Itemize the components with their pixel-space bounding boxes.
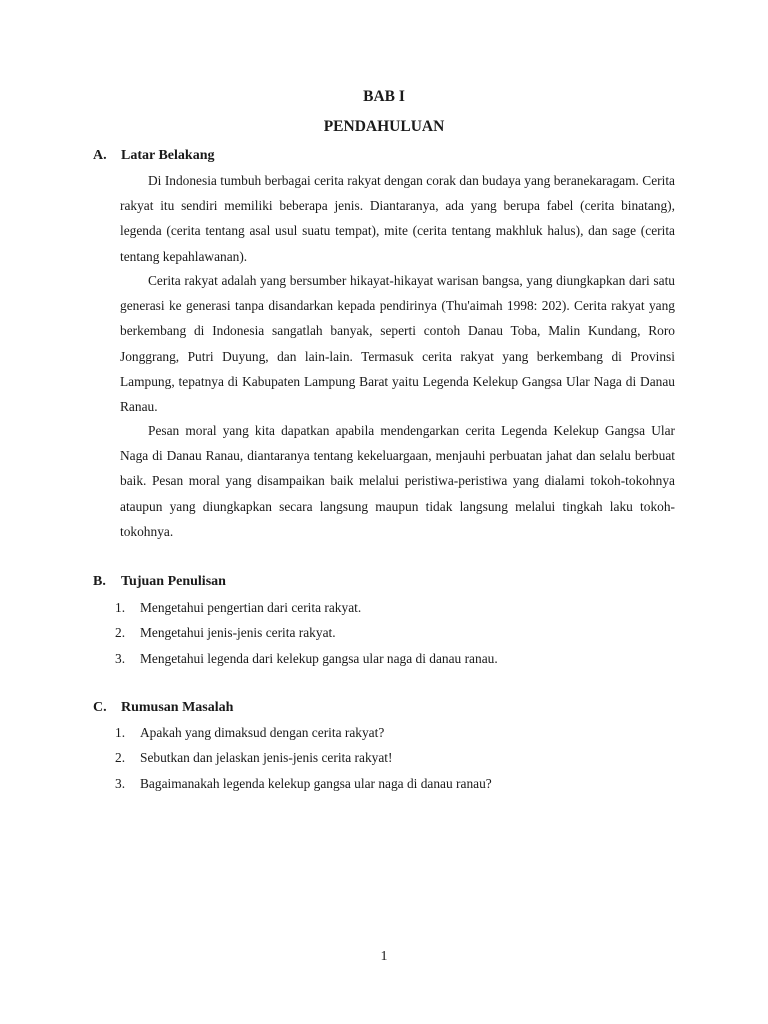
- list-item-number: 3.: [115, 776, 126, 791]
- paragraph-3: Pesan moral yang kita dapatkan apabila mendengarkan cerita Legenda Kelekup Gangsa Ular Naga di Danau Ranau, diantaranya tentang kekeluargaan, menjauhi perbuatan jahat dan selalu berbuat baik. Pesan moral yang disampaikan baik melalui peristiwa-peristiwa yang dialami tokoh-tokohnya ataupun yang diungkapkan secara langsung maupun tidak langsung melalui tingkah laku tokoh-tokohnya.: [120, 423, 675, 539]
- chapter-title: PENDAHULUAN: [323, 118, 445, 135]
- section-b-title: Tujuan Penulisan: [121, 574, 226, 589]
- section-a-letter: A.: [93, 148, 107, 163]
- list-item-number: 1.: [115, 600, 126, 615]
- paragraph-1: Di Indonesia tumbuh berbagai cerita rakyat dengan corak dan budaya yang beranekaragam. Cerita rakyat itu sendiri memiliki beberapa jenis. Diantaranya, ada yang berupa fabel (cerita binatang), legenda (cerita tentang asal usul suatu tempat), mite (cerita tentang makhluk halus), dan sage (cerita tentang kepahlawanan).: [120, 173, 675, 264]
- list-item: Mengetahui jenis-jenis cerita rakyat.: [140, 625, 336, 640]
- section-c-letter: C.: [93, 700, 107, 715]
- list-item-number: 2.: [115, 750, 126, 765]
- list-item-number: 3.: [115, 651, 126, 666]
- section-a-title: Latar Belakang: [121, 148, 215, 163]
- list-item: Mengetahui pengertian dari cerita rakyat.: [140, 600, 362, 615]
- paragraph-2: Cerita rakyat adalah yang bersumber hikayat-hikayat warisan bangsa, yang diungkapkan dari satu generasi ke generasi tanpa disandarkan kepada pendirinya (Thu'aimah 1998: 202). Cerita rakyat yang berkembang di Indonesia sangatlah banyak, seperti contoh Danau Toba, Malin Kundang, Roro Jonggrang, Putri Duyung, dan lain-lain. Termasuk cerita rakyat yang berkembang di Provinsi Lampung, tepatnya di Kabupaten Lampung Barat yaitu Legenda Kelekup Gangsa Ular Naga di Danau Ranau.: [120, 273, 675, 415]
- page-number: 1: [380, 949, 388, 964]
- list-item-number: 2.: [115, 625, 126, 640]
- list-item: Sebutkan dan jelaskan jenis-jenis cerita rakyat!: [140, 750, 393, 765]
- list-item: Mengetahui legenda dari kelekup gangsa ular naga di danau ranau.: [140, 651, 498, 666]
- section-b-letter: B.: [93, 574, 106, 589]
- list-item: Bagaimanakah legenda kelekup gangsa ular naga di danau ranau?: [140, 776, 492, 791]
- list-item-number: 1.: [115, 725, 126, 740]
- list-item: Apakah yang dimaksud dengan cerita rakyat?: [140, 725, 385, 740]
- section-c-title: Rumusan Masalah: [121, 700, 234, 715]
- chapter-heading: BAB I: [363, 88, 405, 105]
